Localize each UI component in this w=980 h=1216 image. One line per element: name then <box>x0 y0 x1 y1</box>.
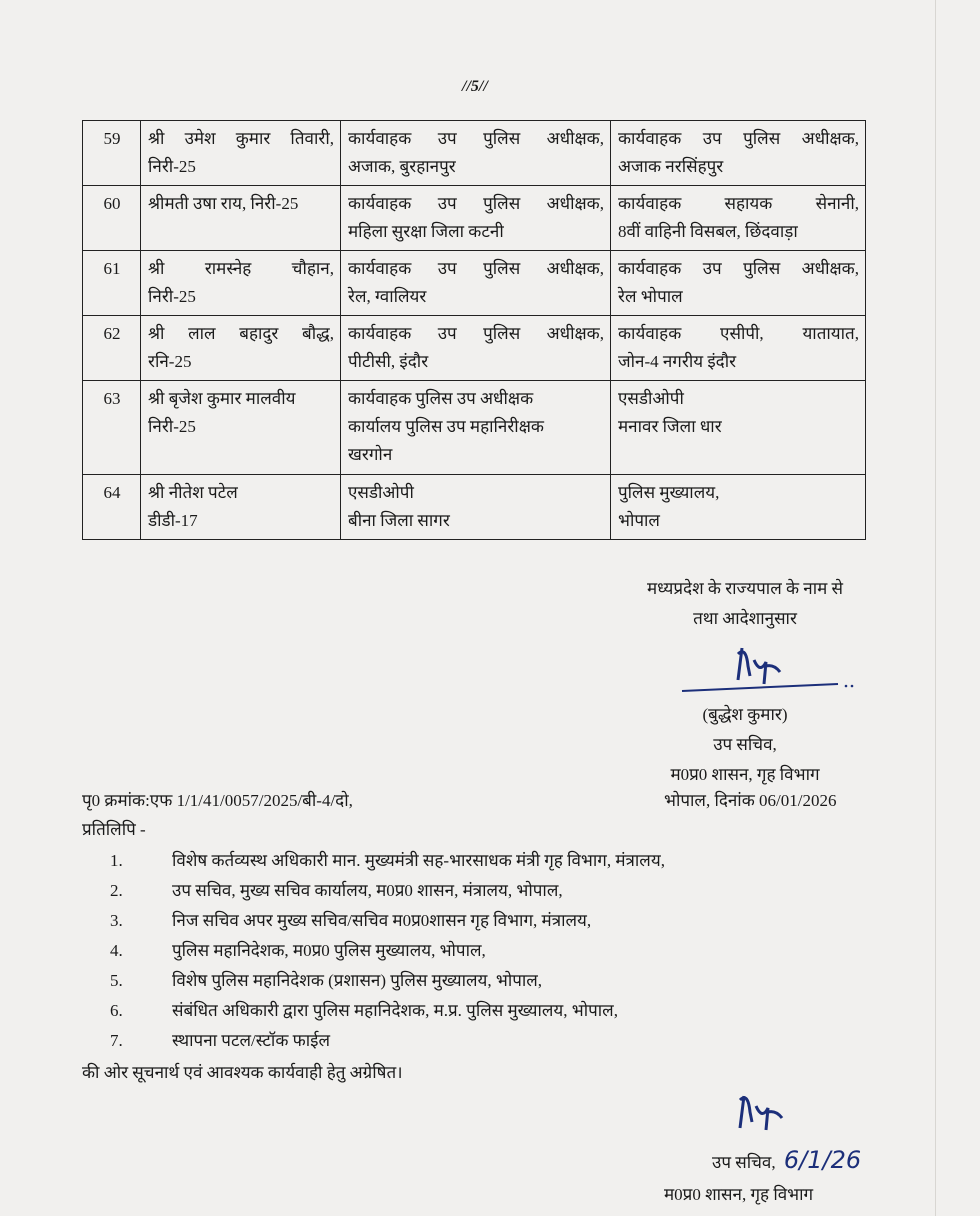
copy-list-item <box>82 936 665 966</box>
current-posting-cell <box>341 251 611 316</box>
officer-name-cell-line: श्रीमती उषा राय, निरी-25 <box>148 194 299 213</box>
order-authority-block <box>590 574 900 634</box>
new-posting-cell <box>611 381 866 475</box>
footer-department: म0प्र0 शासन, गृह विभाग <box>664 1185 814 1204</box>
signatory-block <box>590 700 900 790</box>
copy-label: प्रतिलिपि - <box>82 820 146 839</box>
item-text: निज सचिव अपर मुख्य सचिव/सचिव म0प्र0शासन गृह विभाग, मंत्रालय, <box>172 911 592 930</box>
serial-number-cell: 59 <box>83 121 141 186</box>
closing-line: की ओर सूचनार्थ एवं आवश्यक कार्यवाही हेतु अग्रेषित। <box>82 1063 403 1082</box>
copy-list-item <box>82 996 665 1026</box>
paper-fold-line <box>935 0 936 1216</box>
new-posting-cell-line: जोन-4 नगरीय इंदौर <box>618 352 737 371</box>
item-number: 7. <box>110 1031 123 1050</box>
current-posting-cell-line: एसडीओपी <box>348 483 414 502</box>
copy-list <box>82 846 665 1056</box>
table-row <box>83 186 866 251</box>
item-number: 2. <box>110 881 123 900</box>
new-posting-cell-line: कार्यवाहक उप पुलिस अधीक्षक, <box>618 129 859 148</box>
item-number: 5. <box>110 971 123 990</box>
page-number: //5// <box>462 78 488 95</box>
item-number: 3. <box>110 911 123 930</box>
officer-name-cell-line: निरी-25 <box>148 417 196 436</box>
copy-list-item <box>82 876 665 906</box>
authority-line-2: तथा आदेशानुसार <box>693 609 797 628</box>
serial-number-cell: 64 <box>83 475 141 540</box>
item-text: पुलिस महानिदेशक, म0प्र0 पुलिस मुख्यालय, भोपाल, <box>172 941 486 960</box>
new-posting-cell-line: मनावर जिला धार <box>618 417 722 436</box>
officer-name-cell <box>141 475 341 540</box>
table-row <box>83 251 866 316</box>
serial-number-cell: 63 <box>83 381 141 475</box>
current-posting-cell-line: कार्यवाहक उप पुलिस अधीक्षक, <box>348 129 604 148</box>
item-text: उप सचिव, मुख्य सचिव कार्यालय, म0प्र0 शासन, मंत्रालय, भोपाल, <box>172 881 563 900</box>
officer-name-cell <box>141 381 341 475</box>
signatory-designation: उप सचिव, <box>713 735 777 754</box>
current-posting-cell <box>341 121 611 186</box>
current-posting-cell-line: रेल, ग्वालियर <box>348 287 427 306</box>
item-text: विशेष कर्तव्यस्थ अधिकारी मान. मुख्यमंत्री सह-भारसाधक मंत्री गृह विभाग, मंत्रालय, <box>172 851 665 870</box>
officer-name-cell-line: श्री रामस्नेह चौहान, <box>148 259 334 278</box>
officer-name-cell-line: रनि-25 <box>148 352 192 371</box>
new-posting-cell-line: पुलिस मुख्यालय, <box>618 483 720 502</box>
officer-name-cell-line: श्री नीतेश पटेल <box>148 483 238 502</box>
item-text: विशेष पुलिस महानिदेशक (प्रशासन) पुलिस मुख्यालय, भोपाल, <box>172 971 543 990</box>
transfer-table <box>82 120 866 540</box>
new-posting-cell-line: एसडीओपी <box>618 389 684 408</box>
officer-name-cell <box>141 316 341 381</box>
officer-name-cell-line: डीडी-17 <box>148 511 198 530</box>
current-posting-cell-line: कार्यवाहक पुलिस उप अधीक्षक <box>348 389 534 408</box>
current-posting-cell-line: कार्यालय पुलिस उप महानिरीक्षक <box>348 417 544 436</box>
copy-list-item <box>82 846 665 876</box>
new-posting-cell-line: रेल भोपाल <box>618 287 683 306</box>
current-posting-cell-line: अजाक, बुरहानपुर <box>348 157 456 176</box>
current-posting-cell <box>341 381 611 475</box>
footer-designation <box>712 1146 861 1174</box>
reference-number: पृ0 क्रमांक:एफ 1/1/41/0057/2025/बी-4/दो, <box>82 791 353 810</box>
signatory-name: (बुद्धेश कुमार) <box>702 705 788 724</box>
footer-designation-text: उप सचिव, <box>712 1153 776 1172</box>
new-posting-cell <box>611 251 866 316</box>
authority-line-1: मध्यप्रदेश के राज्यपाल के नाम से <box>646 579 844 598</box>
item-number: 4. <box>110 941 123 960</box>
officer-name-cell-line: श्री बृजेश कुमार मालवीय <box>148 389 296 408</box>
current-posting-cell-line: पीटीसी, इंदौर <box>348 352 429 371</box>
new-posting-cell-line: अजाक नरसिंहपुर <box>618 157 724 176</box>
current-posting-cell <box>341 186 611 251</box>
officer-name-cell-line: श्री लाल बहादुर बौद्ध, <box>148 324 334 343</box>
date-line: भोपाल, दिनांक 06/01/2026 <box>664 791 837 810</box>
new-posting-cell-line: 8वीं वाहिनी विसबल, छिंदवाड़ा <box>618 222 798 241</box>
current-posting-cell-line: बीना जिला सागर <box>348 511 450 530</box>
signatory-department: म0प्र0 शासन, गृह विभाग <box>670 765 820 784</box>
table-row <box>83 475 866 540</box>
handwritten-date: 6/1/26 <box>783 1146 862 1174</box>
officer-name-cell-line: निरी-25 <box>148 157 196 176</box>
new-posting-cell <box>611 186 866 251</box>
signature <box>680 636 860 696</box>
copy-list-item <box>82 966 665 996</box>
current-posting-cell <box>341 475 611 540</box>
footer-signature <box>730 1090 820 1135</box>
new-posting-cell-line: कार्यवाहक उप पुलिस अधीक्षक, <box>618 259 859 278</box>
item-number: 6. <box>110 1001 123 1020</box>
new-posting-cell <box>611 475 866 540</box>
copy-list-item <box>82 906 665 936</box>
current-posting-cell-line: महिला सुरक्षा जिला कटनी <box>348 222 504 241</box>
current-posting-cell-line: कार्यवाहक उप पुलिस अधीक्षक, <box>348 259 604 278</box>
item-text: संबंधित अधिकारी द्वारा पुलिस महानिदेशक, म.प्र. पुलिस मुख्यालय, भोपाल, <box>172 1001 618 1020</box>
table-row <box>83 381 866 475</box>
officer-name-cell <box>141 186 341 251</box>
new-posting-cell-line: कार्यवाहक एसीपी, यातायात, <box>618 324 859 343</box>
serial-number-cell: 61 <box>83 251 141 316</box>
current-posting-cell-line: कार्यवाहक उप पुलिस अधीक्षक, <box>348 194 604 213</box>
table-row <box>83 121 866 186</box>
new-posting-cell-line: भोपाल <box>618 511 660 530</box>
item-text: स्थापना पटल/स्टॉक फाईल <box>172 1031 331 1050</box>
current-posting-cell-line: कार्यवाहक उप पुलिस अधीक्षक, <box>348 324 604 343</box>
serial-number-cell: 62 <box>83 316 141 381</box>
current-posting-cell-line: खरगोन <box>348 445 393 464</box>
officer-name-cell-line: श्री उमेश कुमार तिवारी, <box>148 129 334 148</box>
officer-name-cell-line: निरी-25 <box>148 287 196 306</box>
new-posting-cell <box>611 121 866 186</box>
item-number: 1. <box>110 851 123 870</box>
current-posting-cell <box>341 316 611 381</box>
table-row <box>83 316 866 381</box>
serial-number-cell: 60 <box>83 186 141 251</box>
new-posting-cell-line: कार्यवाहक सहायक सेनानी, <box>618 194 859 213</box>
officer-name-cell <box>141 251 341 316</box>
new-posting-cell <box>611 316 866 381</box>
copy-list-item <box>82 1026 665 1056</box>
officer-name-cell <box>141 121 341 186</box>
